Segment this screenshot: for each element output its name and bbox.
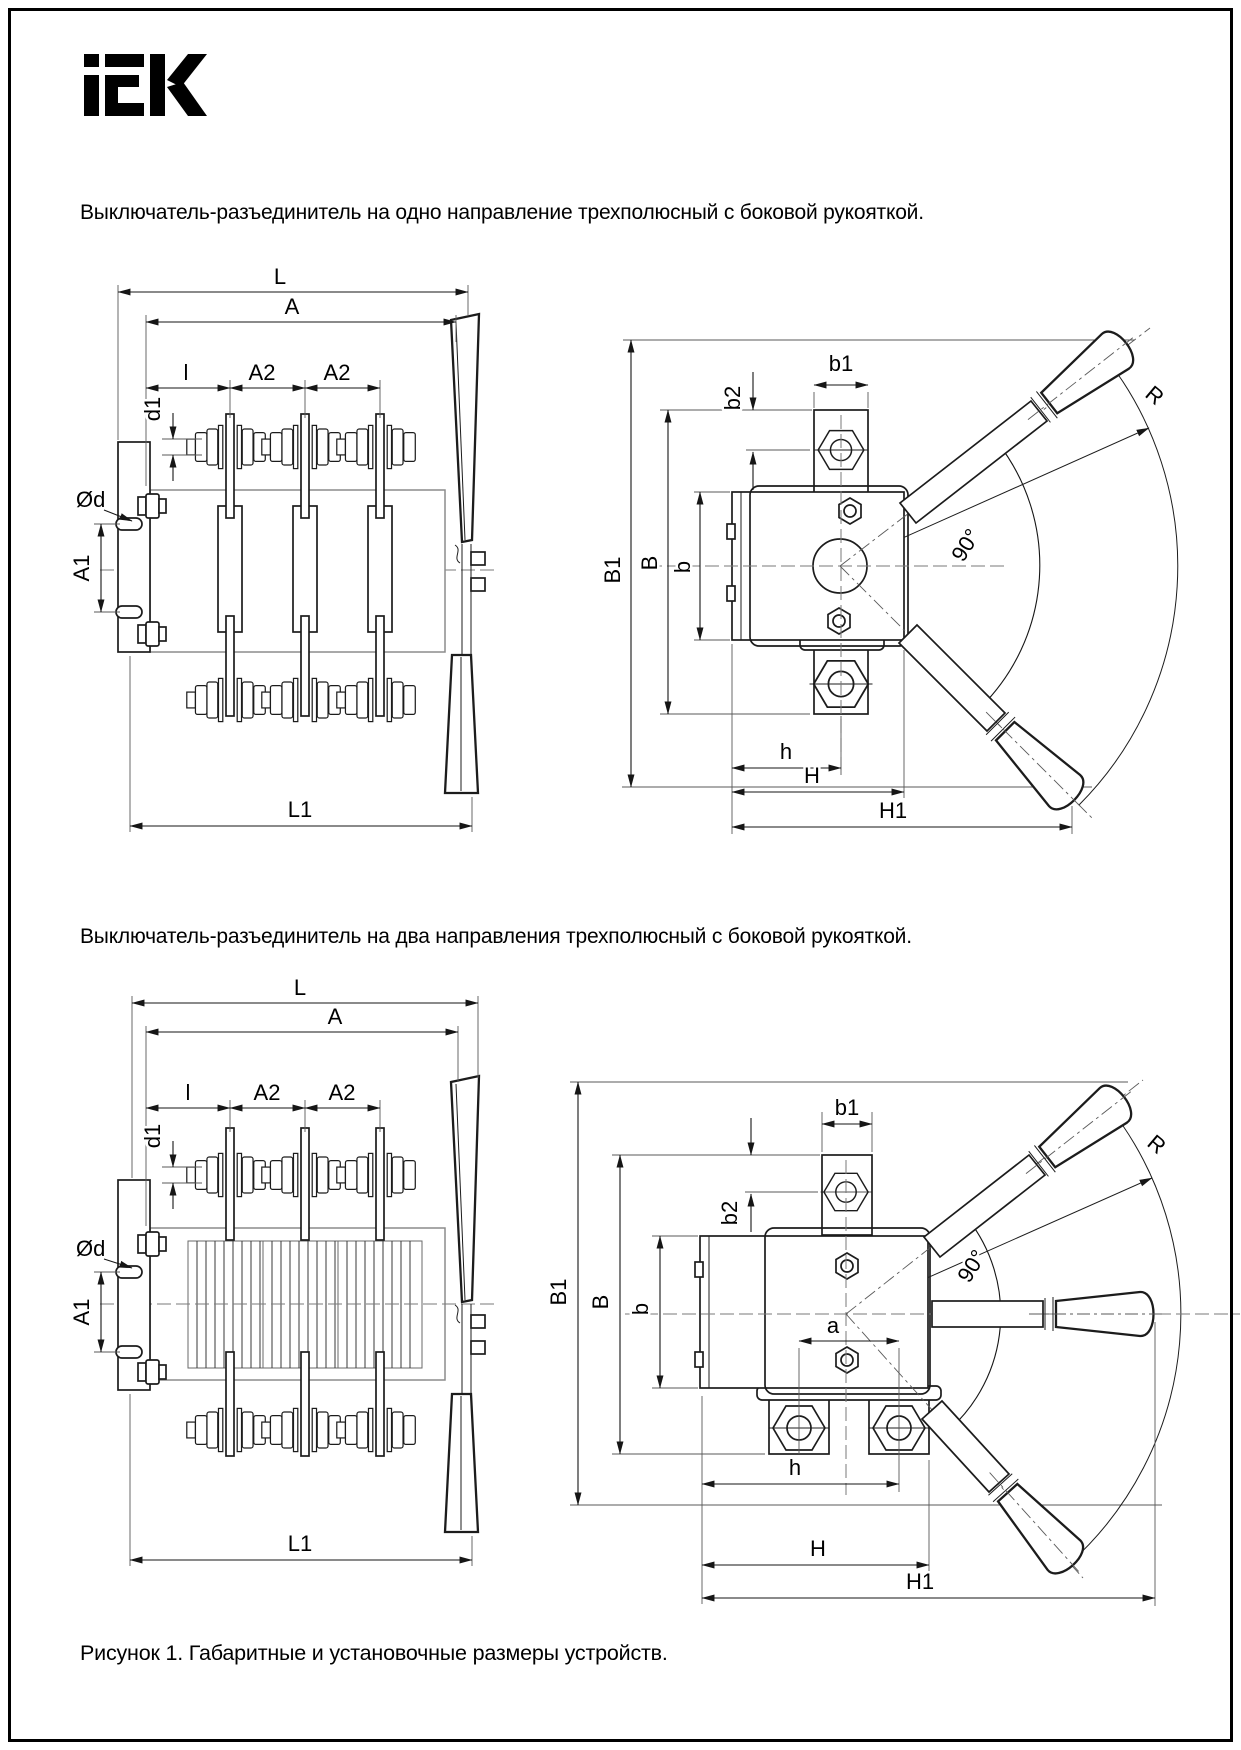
dim-label-R: R — [1140, 380, 1169, 410]
dim-label-L1: L1 — [287, 797, 313, 822]
figure1-single-direction — [69, 264, 1178, 834]
dim-label-d1: d1 — [140, 396, 165, 422]
dim-label-R: R — [1142, 1129, 1171, 1159]
section1-title: Выключатель-разъединитель на одно направление трехполюсный с боковой рукояткой. — [80, 201, 924, 224]
fig2-front-view — [546, 1074, 1240, 1606]
dim-label-90deg: 90° — [952, 1245, 992, 1287]
figure-caption: Рисунок 1. Габаритные и установочные размеры устройств. — [80, 1641, 668, 1665]
section2-title: Выключатель-разъединитель на два направления трехполюсный с боковой рукояткой. — [80, 925, 912, 948]
dim-label-A2: A2 — [253, 1080, 281, 1105]
dim-label-A1: A1 — [69, 1298, 94, 1326]
dim-label-b2: b2 — [717, 1200, 742, 1226]
dim-label-d1: d1 — [140, 1123, 165, 1149]
dim-label-L: L — [273, 264, 287, 289]
dim-label-l: l — [183, 360, 189, 385]
dim-label-A2: A2 — [323, 360, 351, 385]
dim-label-b: b — [670, 560, 695, 574]
dim-label-L1: L1 — [287, 1531, 313, 1556]
dim-label-h: h — [779, 739, 793, 764]
dim-label-b1: b1 — [834, 1095, 860, 1120]
fig1-side-view — [69, 264, 498, 832]
fig1-front-view — [600, 320, 1178, 834]
dim-label-H1: H1 — [878, 798, 908, 823]
dim-label-h: h — [788, 1455, 802, 1480]
dim-label-A: A — [284, 294, 300, 319]
dim-label-A2: A2 — [248, 360, 276, 385]
dim-label-l: l — [185, 1080, 191, 1105]
dim-label-A1: A1 — [69, 554, 94, 582]
dim-label-b1: b1 — [828, 351, 854, 376]
dim-label-B1: B1 — [546, 1278, 571, 1306]
figure2-two-directions — [69, 975, 1240, 1606]
dim-label-H1: H1 — [905, 1569, 935, 1594]
dim-label-B: B — [588, 1294, 613, 1310]
dim-label-B1: B1 — [600, 556, 625, 584]
dim-label-a: a — [826, 1313, 840, 1338]
dim-label-H: H — [804, 763, 820, 788]
dim-label-B: B — [637, 555, 662, 571]
dim-label-b: b — [628, 1302, 653, 1316]
dim-label-A2: A2 — [328, 1080, 356, 1105]
dim-label-Od: Ød — [76, 1236, 106, 1261]
dim-label-Od: Ød — [76, 487, 106, 512]
dim-label-90deg: 90° — [946, 524, 986, 566]
dim-label-H: H — [810, 1536, 826, 1561]
dim-label-A: A — [327, 1004, 343, 1029]
dim-label-b2: b2 — [720, 385, 745, 411]
fig2-side-view — [69, 975, 498, 1566]
dim-label-L: L — [293, 975, 307, 1000]
